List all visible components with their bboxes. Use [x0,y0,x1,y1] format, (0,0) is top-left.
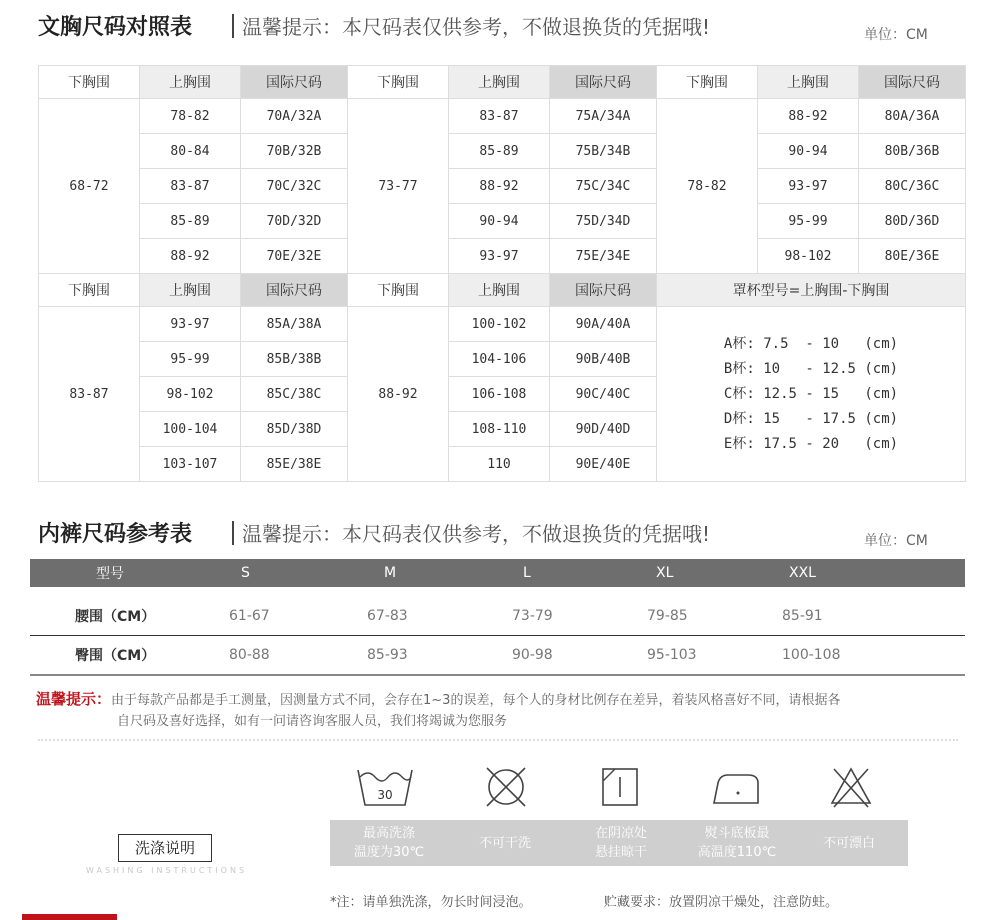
header-cell: L [523,565,531,581]
table-cell: 90-98 [512,647,553,663]
over-bust-range: 110 [449,447,550,482]
header-cell: M [384,565,397,581]
table-cell: 95-103 [647,647,697,663]
under-bust-range: 73-77 [348,99,449,274]
intl-size: 80A/36A [859,99,966,134]
header-cell: XL [656,565,674,581]
header-under-bust: 下胸围 [348,274,449,307]
intl-size: 90D/40D [550,412,657,447]
washing-subtitle: WASHING INSTRUCTIONS [86,866,248,875]
over-bust-range: 95-99 [140,342,241,377]
table-cell: 79-85 [647,608,688,624]
over-bust-range: 85-89 [140,204,241,239]
intl-size: 75C/34C [550,169,657,204]
under-bust-range: 78-82 [657,99,758,274]
over-bust-range: 93-97 [449,239,550,274]
table-row [39,99,966,134]
cup-range: D杯: 15 - 17.5 (cm) [723,410,899,427]
cup-range: C杯: 12.5 - 15 (cm) [723,385,899,402]
bra-chart-unit: 单位：CM [864,27,928,43]
intl-size: 75E/34E [550,239,657,274]
bra-chart-tip: 温馨提示：本尺码表仅供参考，不做退换货的凭据哦! [242,15,711,39]
care-label: 在阴凉处 悬挂晾干 [562,820,680,866]
cup-list [724,332,898,457]
intl-size: 90E/40E [550,447,657,482]
table-row [39,239,966,274]
pants-table-header [30,559,965,587]
no-bleach-icon [828,765,874,809]
over-bust-range: 88-92 [140,239,241,274]
header-over-bust: 上胸围 [449,274,550,307]
intl-size: 85E/38E [241,447,348,482]
pants-chart-unit: 单位：CM [864,533,928,549]
over-bust-range: 93-97 [140,307,241,342]
intl-size: 85C/38C [241,377,348,412]
header-intl-size: 国际尺码 [241,66,348,99]
header-intl-size: 国际尺码 [859,66,966,99]
header-intl-size: 国际尺码 [550,66,657,99]
bra-size-table [38,65,966,482]
header-under-bust: 下胸围 [39,274,140,307]
washing-note-2: 贮藏要求：放置阴凉干燥处，注意防蛀。 [604,895,839,910]
intl-size: 70A/32A [241,99,348,134]
table-cell: 80-88 [229,647,270,663]
over-bust-range: 103-107 [140,447,241,482]
care-label: 不可漂白 [790,820,908,866]
bra-chart-title: 文胸尺码对照表 [38,15,193,40]
cup-size-list [657,307,966,482]
over-bust-range: 90-94 [449,204,550,239]
table-row [39,204,966,239]
dotted-divider [38,739,958,741]
header-over-bust: 上胸围 [140,274,241,307]
table-row [39,307,966,342]
under-bust-range: 83-87 [39,307,140,482]
washing-title: 洗涤说明 [118,834,212,862]
pants-chart-tip: 温馨提示：本尺码表仅供参考，不做退换货的凭据哦! [242,522,711,546]
no-dry-clean-icon [484,765,528,809]
over-bust-range: 93-97 [758,169,859,204]
size-notice [36,689,961,732]
table-row [39,169,966,204]
intl-size: 70B/32B [241,134,348,169]
intl-size: 85A/38A [241,307,348,342]
over-bust-range: 90-94 [758,134,859,169]
intl-size: 80D/36D [859,204,966,239]
pants-chart-title: 内裤尺码参考表 [38,522,193,547]
over-bust-range: 106-108 [449,377,550,412]
care-label: 不可干洗 [446,820,564,866]
pants-size-table [30,559,965,676]
row-label: 腰围（CM） [75,609,156,625]
over-bust-range: 83-87 [449,99,550,134]
header-under-bust: 下胸围 [348,66,449,99]
intl-size: 75B/34B [550,134,657,169]
intl-size: 80E/36E [859,239,966,274]
intl-size: 70D/32D [241,204,348,239]
table-cell: 85-93 [367,647,408,663]
over-bust-range: 104-106 [449,342,550,377]
over-bust-range: 98-102 [758,239,859,274]
table-row [39,134,966,169]
wash-30-icon [355,765,415,809]
header-cell: S [241,565,250,581]
header-cell: 型号 [96,566,124,582]
header-over-bust: 上胸围 [449,66,550,99]
header-over-bust: 上胸围 [140,66,241,99]
notice-line-2: 自尺码及喜好选择，如有一问请咨询客服人员，我们将竭诚为您服务 [117,714,508,729]
table-cell: 85-91 [782,608,823,624]
line-dry-shade-icon [600,765,642,809]
table-row [30,636,965,676]
table-cell: 100-108 [782,647,841,663]
cup-range: E杯: 17.5 - 20 (cm) [723,435,899,452]
over-bust-range: 95-99 [758,204,859,239]
iron-icon [710,765,762,809]
washing-note-1: *注：请单独洗涤，勿长时间浸泡。 [330,895,532,910]
header-under-bust: 下胸围 [39,66,140,99]
care-label: 最高洗涤 温度为30℃ [330,820,448,866]
over-bust-range: 78-82 [140,99,241,134]
intl-size: 90A/40A [550,307,657,342]
table-row [30,597,965,636]
header-over-bust: 上胸围 [758,66,859,99]
under-bust-range: 88-92 [348,307,449,482]
header-intl-size: 国际尺码 [241,274,348,307]
cup-range: B杯: 10 - 12.5 (cm) [723,360,899,377]
intl-size: 90B/40B [550,342,657,377]
intl-size: 85B/38B [241,342,348,377]
header-under-bust: 下胸围 [657,66,758,99]
accent-bar [22,914,117,920]
over-bust-range: 100-102 [449,307,550,342]
care-label: 熨斗底板最 高温度110℃ [678,820,796,866]
under-bust-range: 68-72 [39,99,140,274]
title-divider [232,14,234,38]
cup-range: A杯: 7.5 - 10 (cm) [723,335,899,352]
over-bust-range: 83-87 [140,169,241,204]
table-cell: 67-83 [367,608,408,624]
intl-size: 90C/40C [550,377,657,412]
title-divider [232,521,234,545]
intl-size: 70C/32C [241,169,348,204]
intl-size: 70E/32E [241,239,348,274]
over-bust-range: 100-104 [140,412,241,447]
intl-size: 85D/38D [241,412,348,447]
over-bust-range: 88-92 [449,169,550,204]
cup-formula: 罩杯型号=上胸围-下胸围 [657,274,966,307]
notice-line-1: 由于每款产品都是手工测量，因测量方式不同，会存在1~3的误差，每个人的身材比例存在差异，着装风格喜好不同，请根据各 [111,693,841,708]
intl-size: 75A/34A [550,99,657,134]
table-cell: 73-79 [512,608,553,624]
intl-size: 75D/34D [550,204,657,239]
over-bust-range: 80-84 [140,134,241,169]
intl-size: 80C/36C [859,169,966,204]
over-bust-range: 98-102 [140,377,241,412]
row-label: 臀围（CM） [75,648,156,664]
header-intl-size: 国际尺码 [550,274,657,307]
notice-label: 温馨提示： [36,690,112,708]
over-bust-range: 88-92 [758,99,859,134]
wash-temp-label: 30 [377,788,393,802]
intl-size: 80B/36B [859,134,966,169]
table-cell: 61-67 [229,608,270,624]
over-bust-range: 85-89 [449,134,550,169]
over-bust-range: 108-110 [449,412,550,447]
header-cell: XXL [789,565,816,581]
